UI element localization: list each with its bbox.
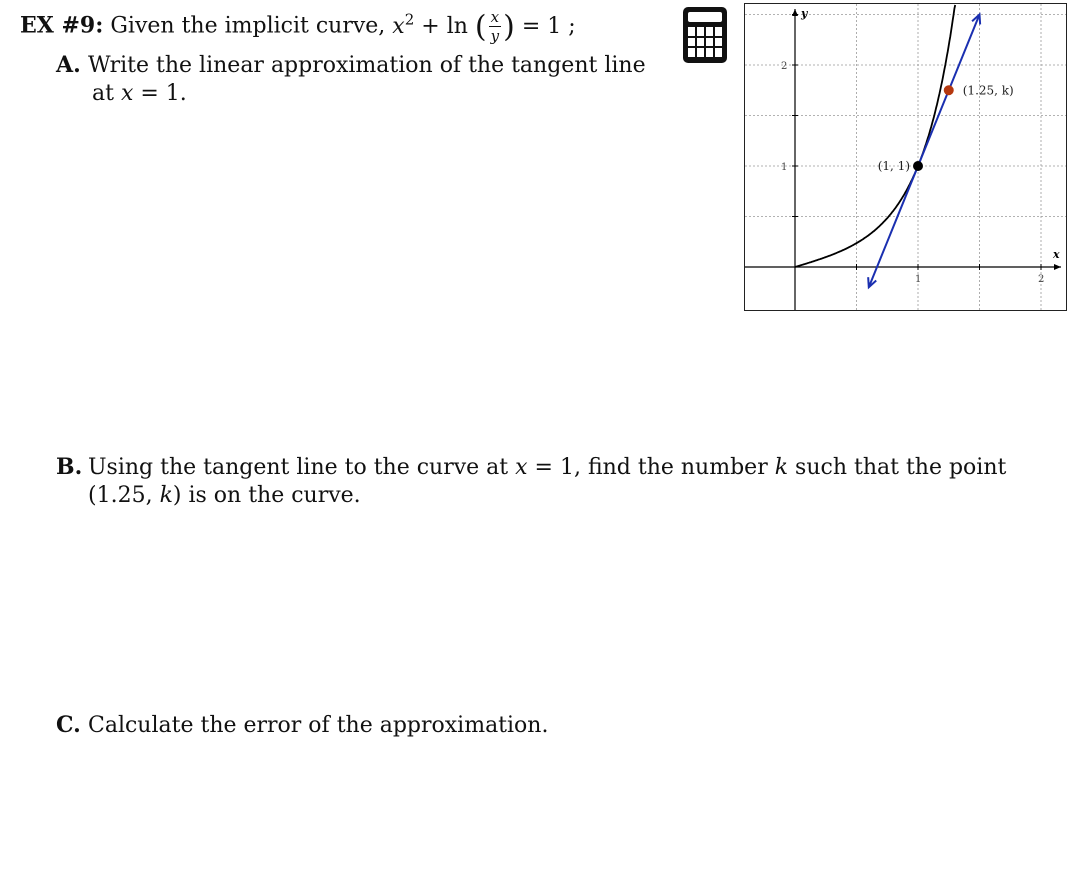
implicit-equation: $x^2 + \ln$ ( $\frac{x}{y}$ ) = 1 ; (392, 8, 576, 45)
graph-frame (745, 4, 1067, 311)
question-a (56, 52, 646, 78)
implicit-curve-graph (744, 3, 1067, 311)
question-a-text: Write the linear approximation of the tangent line (88, 53, 646, 78)
question-c (56, 712, 548, 738)
question-a-label: A. (56, 52, 81, 78)
question-b-line2: (1.25, k) is on the curve. (88, 483, 361, 508)
y-tick-label-1: 1 (781, 162, 788, 173)
graph-panel (744, 3, 1067, 311)
problem-header (20, 8, 576, 45)
point-label-1-1: (1, 1) (877, 159, 910, 173)
calculator-icon (683, 7, 727, 63)
point-1-1 (913, 161, 923, 171)
x-tick-label-1: 1 (915, 274, 922, 285)
point-1-25-k (944, 85, 954, 95)
problem-intro: Given the implicit curve, (110, 13, 386, 39)
y-axis-label: y (801, 7, 808, 20)
point-label-1-25-k: (1.25, k) (962, 83, 1014, 98)
question-a-line2: at x = 1. (92, 81, 187, 106)
x-axis-label: x (1053, 248, 1060, 261)
problem-label: EX #9: (20, 12, 104, 39)
y-tick-label-2: 2 (781, 61, 788, 72)
question-b-label: B. (56, 454, 83, 480)
x-tick-label-2: 2 (1038, 274, 1045, 285)
question-c-label: C. (56, 712, 81, 738)
question-b: B. Using the tangent line to the curve at x = 1, find the number k such that the point (56, 454, 1007, 480)
question-c-text: Calculate the error of the approximation. (88, 713, 549, 738)
